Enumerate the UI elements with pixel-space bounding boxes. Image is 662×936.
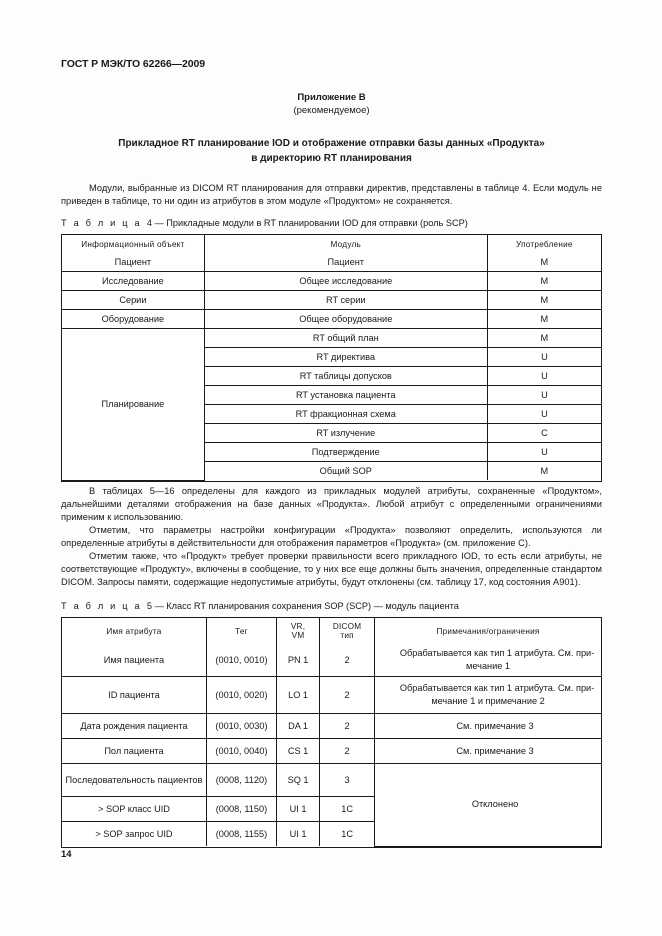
table5-caption-prefix: Т а б л и ц а bbox=[61, 601, 142, 611]
table4-cell-usage: M bbox=[487, 462, 601, 481]
annex-title bbox=[61, 136, 602, 166]
table5-cell-attribute: ID пациента bbox=[62, 677, 206, 714]
table5-cell-attribute: > SOP класс UID bbox=[62, 797, 206, 822]
paragraph-after-table4-1: В таблицах 5—16 определены для каждого из прикладных модулей атрибуты, сохраненные «Продуктом», дальнейшими деталями отображения на базе данных «Продукта». Любой атрибут с определенными ограничениями применим к использованию. bbox=[61, 486, 602, 523]
table-row bbox=[62, 272, 601, 291]
annex-title-line1: Прикладное RT планирование IOD и отображение отправки базы данных «Продукта» bbox=[118, 138, 545, 149]
table-row bbox=[62, 714, 601, 739]
table5-cell-dicom-type: 2 bbox=[320, 739, 375, 764]
table5-cell-vr-vm: UI 1 bbox=[277, 822, 320, 847]
table5-cell-dicom-type: 1C bbox=[320, 822, 375, 847]
table4-cell-usage: C bbox=[487, 424, 601, 443]
table4-cell-module: RT установка пациента bbox=[204, 386, 487, 405]
table5-caption-number: 5 bbox=[146, 601, 152, 611]
table4-cell-usage: M bbox=[487, 310, 601, 329]
table5-cell-attribute: Последовательность пациентов bbox=[62, 764, 206, 797]
annex-title-line2: в директорию RT планирования bbox=[251, 153, 412, 164]
table4-cell-usage: U bbox=[487, 367, 601, 386]
table4-cell-module: RT директива bbox=[204, 348, 487, 367]
table-row bbox=[62, 677, 601, 714]
table4-cell-object: Пациент bbox=[62, 253, 204, 272]
page-number: 14 bbox=[61, 849, 72, 860]
table4-caption-text: — Прикладные модули в RT планировании IOD для отправки (роль SCP) bbox=[154, 218, 468, 228]
table5-cell-attribute: Пол пациента bbox=[62, 739, 206, 764]
table5-cell-tag: (0008, 1150) bbox=[206, 797, 276, 822]
table-4-header-row bbox=[62, 235, 601, 253]
paragraph-after-table4-3: Отметим также, что «Продукт» требует проверки правильности всего прикладного IOD, то есть если атрибуты, не соответствующие «Продукту», включены в сообщение, то у них все еще должны быть значения, определенные стандартом DICOM. Запросы памяти, содержащие недопустимые атрибуты, будут отклонены (см. таблицу 17, код состояния A901). bbox=[61, 551, 602, 588]
table-row bbox=[62, 764, 601, 797]
table-4-body bbox=[62, 253, 601, 480]
table4-caption-number: 4 bbox=[146, 218, 152, 228]
table4-cell-usage: U bbox=[487, 348, 601, 367]
table-5-body bbox=[62, 644, 601, 846]
table4-cell-module: Общий SOP bbox=[204, 462, 487, 481]
paragraph-intro: Модули, выбранные из DICOM RT планирования для отправки директив, представлены в таблице 4. Если модуль не приведен в таблице, то ни один из атрибутов в этом модуле «Продуктом» не сохраняется. bbox=[61, 183, 602, 207]
table5-cell-dicom-type: 1C bbox=[320, 797, 375, 822]
table5-cell-tag: (0010, 0040) bbox=[206, 739, 276, 764]
table-4-grid bbox=[62, 235, 601, 481]
table5-cell-dicom-type: 3 bbox=[320, 764, 375, 797]
table5-cell-vr-vm: UI 1 bbox=[277, 797, 320, 822]
table4-cell-object-planning: Планирование bbox=[62, 329, 204, 481]
table4-cell-module: Подтверждение bbox=[204, 443, 487, 462]
table5-cell-attribute: Имя пациента bbox=[62, 644, 206, 677]
table5-cell-vr-vm: SQ 1 bbox=[277, 764, 320, 797]
table5-caption-text: — Класс RT планирования сохранения SOP (SCP) — модуль пациента bbox=[154, 601, 459, 611]
table5-cell-vr-vm: PN 1 bbox=[277, 644, 320, 677]
table4-cell-usage: M bbox=[487, 272, 601, 291]
table5-cell-notes: См. примечание 3 bbox=[375, 714, 601, 739]
table5-header-dicom-line2: тип bbox=[340, 631, 354, 640]
table5-cell-tag: (0008, 1120) bbox=[206, 764, 276, 797]
table5-cell-vr-vm: CS 1 bbox=[277, 739, 320, 764]
table4-cell-module: RT общий план bbox=[204, 329, 487, 348]
table5-cell-vr-vm: DA 1 bbox=[277, 714, 320, 739]
table5-header-vr-vm bbox=[277, 618, 320, 644]
table4-header-usage: Употребление bbox=[487, 235, 601, 253]
table4-caption bbox=[61, 218, 602, 228]
table5-header-dicom-type bbox=[320, 618, 375, 644]
table5-cell-attribute: Дата рождения пациента bbox=[62, 714, 206, 739]
table5-cell-tag: (0010, 0020) bbox=[206, 677, 276, 714]
table4-header-module: Модуль bbox=[204, 235, 487, 253]
table5-cell-dicom-type: 2 bbox=[320, 677, 375, 714]
table4-cell-object: Оборудование bbox=[62, 310, 204, 329]
table5-header-dicom-line1: DICOM bbox=[332, 622, 362, 631]
annex-heading bbox=[61, 91, 602, 117]
table4-cell-usage: U bbox=[487, 405, 601, 424]
table4-cell-object: Исследование bbox=[62, 272, 204, 291]
table-row bbox=[62, 739, 601, 764]
table4-cell-object: Серии bbox=[62, 291, 204, 310]
table4-cell-module: Общее оборудование bbox=[204, 310, 487, 329]
table-row bbox=[62, 253, 601, 272]
table4-cell-usage: U bbox=[487, 443, 601, 462]
table5-cell-tag: (0010, 0030) bbox=[206, 714, 276, 739]
table5-cell-attribute: > SOP запрос UID bbox=[62, 822, 206, 847]
table5-header-vr-line1: VR, bbox=[290, 622, 306, 631]
table-5 bbox=[61, 617, 602, 848]
table5-caption bbox=[61, 601, 602, 611]
table5-header-attribute: Имя атрибута bbox=[62, 618, 206, 644]
table-row bbox=[62, 291, 601, 310]
table-row bbox=[62, 310, 601, 329]
table4-cell-module: RT излучение bbox=[204, 424, 487, 443]
table5-cell-notes: Обрабатывается как тип 1 атрибута. См. примечание 1 и примечание 2 bbox=[375, 677, 601, 714]
table5-header-vr-line2: VM bbox=[291, 631, 305, 640]
table4-caption-prefix: Т а б л и ц а bbox=[61, 218, 142, 228]
table4-cell-usage: U bbox=[487, 386, 601, 405]
table4-cell-module: Пациент bbox=[204, 253, 487, 272]
table4-cell-usage: M bbox=[487, 329, 601, 348]
table-row bbox=[62, 644, 601, 677]
table4-cell-usage: M bbox=[487, 291, 601, 310]
table4-cell-module: RT серии bbox=[204, 291, 487, 310]
table5-cell-dicom-type: 2 bbox=[320, 644, 375, 677]
table4-cell-module: Общее исследование bbox=[204, 272, 487, 291]
paragraph-after-table4-2: Отметим, что параметры настройки конфигурации «Продукта» позволяют определить, используются ли определенные атрибуты в действительности для отображения параметров «Продукта» (см. приложение С). bbox=[61, 525, 602, 549]
table5-cell-tag: (0008, 1155) bbox=[206, 822, 276, 847]
table-4 bbox=[61, 234, 602, 482]
table5-cell-notes: Обрабатывается как тип 1 атрибута. См. примечание 1 bbox=[375, 644, 601, 677]
table5-cell-notes: См. примечание 3 bbox=[375, 739, 601, 764]
table5-cell-dicom-type: 2 bbox=[320, 714, 375, 739]
table4-cell-module: RT таблицы допусков bbox=[204, 367, 487, 386]
table5-cell-notes-merged: Отклонено bbox=[375, 764, 601, 847]
table4-cell-usage: M bbox=[487, 253, 601, 272]
annex-status: (рекомендуемое) bbox=[293, 105, 370, 116]
annex-label: Приложение В bbox=[297, 92, 366, 103]
table4-cell-module: RT фракционная схема bbox=[204, 405, 487, 424]
table-5-grid bbox=[62, 618, 601, 847]
table5-cell-vr-vm: LO 1 bbox=[277, 677, 320, 714]
standard-header: ГОСТ Р МЭК/ТО 62266—2009 bbox=[61, 58, 205, 70]
table5-cell-tag: (0010, 0010) bbox=[206, 644, 276, 677]
table5-header-tag: Тег bbox=[206, 618, 276, 644]
table5-header-notes: Примечания/ограничения bbox=[375, 618, 601, 644]
table-5-header-row bbox=[62, 618, 601, 644]
table-row bbox=[62, 329, 601, 348]
table4-header-object: Информационный объект bbox=[62, 235, 204, 253]
